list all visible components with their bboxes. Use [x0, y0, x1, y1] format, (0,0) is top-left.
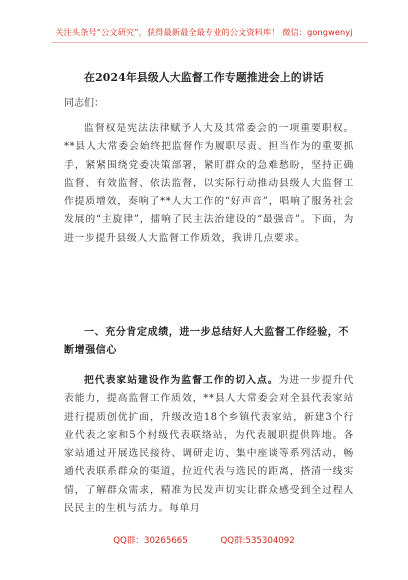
paragraph-body: 为进一步提升代表能力，提高监督工作质效，**县人大常委会对全县代表家站进行提质创优扩面，升级改造18个乡镇代表家站，新建3个行业代表之家和5个村级代表联络站，为代表履职提供阵地。各家站通过开展选民接待、调研走访、集中座谈等系列活动，畅通代表联系群众的渠道，拉近代表与选民的距离，搭清一线实情，了解群众需求，精准为民发声切实让群众感受到全过程人民民主的生机与活力。每单月: [64, 375, 354, 515]
paragraph-intro: 监督权是宪法法律赋予人大及其常委会的一项重要职权。**县人大常委会始终把监督作为履职尽责、担当作为的重要抓手，紧紧围绕党委决策部署，紧盯群众的急难愁盼，坚持正确监督、有效监督、依法监督，以实际行动推动县级人大监督工作提质增效，奏响了**人大工作的“好声音”，唱响了服务社会发展的“主旋律”，擂响了民主法治建设的“最强音”。下面，为进一步提升县级人大监督工作质效，我讲几点要求。: [64, 123, 354, 244]
paragraph-lead-sentence: 把代表家站建设作为监督工作的切入点。: [84, 375, 279, 386]
document-title: 在2024年县级人大监督工作专题推进会上的讲话: [84, 71, 324, 84]
footer-qq-group-2: QQ群:535304092: [220, 536, 295, 546]
footer-qq-group-1: QQ群：30265665: [113, 536, 188, 546]
salutation: 同志们：: [64, 98, 104, 109]
paragraph-representative-stations: [64, 372, 354, 518]
header-divider: [52, 42, 368, 43]
promo-banner: 关注头条号“公文研究”，获得最新最全最专业的公文资料库！ 微信：gongwenyj: [55, 27, 353, 37]
section-heading-1: 一、充分肯定成绩，进一步总结好人大监督工作经验，不断增强信心: [64, 327, 349, 357]
footer-contacts: [0, 534, 408, 546]
